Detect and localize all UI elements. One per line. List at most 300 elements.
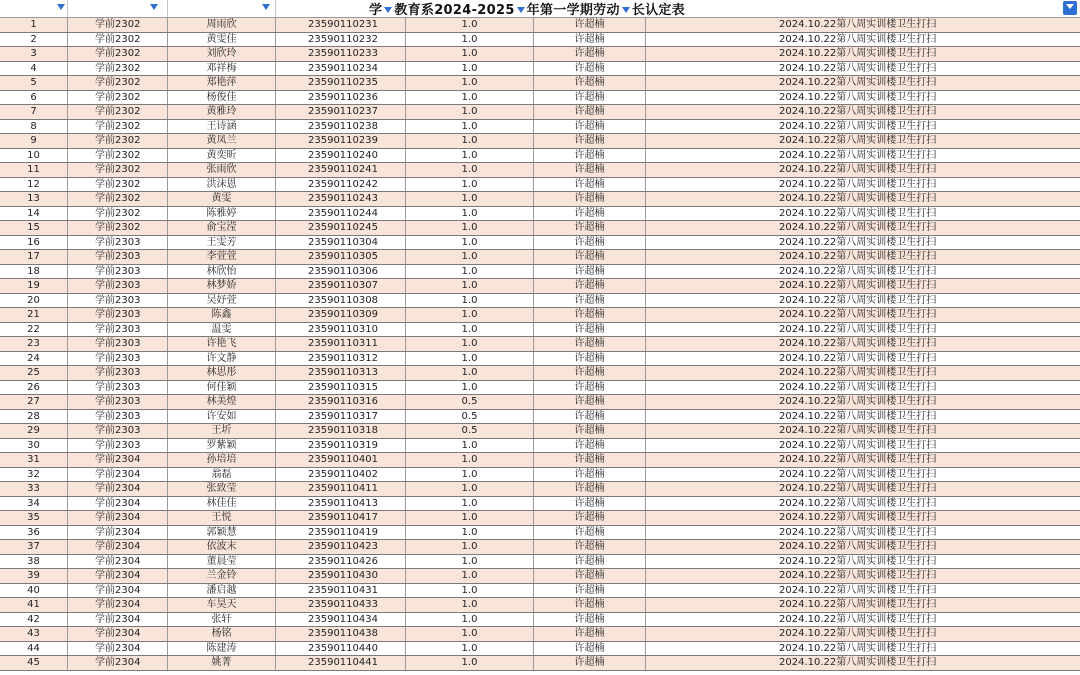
hours-cell[interactable]: 1.0 <box>406 366 534 380</box>
teacher-cell[interactable]: 许超楠 <box>534 656 646 670</box>
student-name-cell[interactable]: 陈鑫 <box>168 308 276 322</box>
class-cell[interactable]: 学前2303 <box>68 410 168 424</box>
teacher-cell[interactable]: 许超楠 <box>534 395 646 409</box>
student-id-cell[interactable]: 23590110319 <box>276 439 406 453</box>
row-number[interactable]: 1 <box>0 18 68 32</box>
teacher-cell[interactable]: 许超楠 <box>534 613 646 627</box>
row-number[interactable]: 8 <box>0 120 68 134</box>
student-id-cell[interactable]: 23590110311 <box>276 337 406 351</box>
table-row[interactable] <box>0 424 1080 439</box>
class-cell[interactable]: 学前2304 <box>68 511 168 525</box>
student-name-cell[interactable]: 林欣怡 <box>168 265 276 279</box>
teacher-cell[interactable]: 许超楠 <box>534 642 646 656</box>
teacher-cell[interactable]: 许超楠 <box>534 366 646 380</box>
dropdown-arrow-icon[interactable] <box>622 7 630 13</box>
class-cell[interactable]: 学前2303 <box>68 308 168 322</box>
row-number[interactable]: 32 <box>0 468 68 482</box>
student-name-cell[interactable]: 兰金铃 <box>168 569 276 583</box>
table-row[interactable] <box>0 221 1080 236</box>
table-row[interactable] <box>0 656 1080 671</box>
hours-cell[interactable]: 1.0 <box>406 569 534 583</box>
hours-cell[interactable]: 1.0 <box>406 279 534 293</box>
hours-cell[interactable]: 1.0 <box>406 642 534 656</box>
hours-cell[interactable]: 1.0 <box>406 453 534 467</box>
table-row[interactable] <box>0 337 1080 352</box>
teacher-cell[interactable]: 许超楠 <box>534 352 646 366</box>
teacher-cell[interactable]: 许超楠 <box>534 323 646 337</box>
student-name-cell[interactable]: 陈建涛 <box>168 642 276 656</box>
hours-cell[interactable]: 1.0 <box>406 627 534 641</box>
hours-cell[interactable]: 1.0 <box>406 76 534 90</box>
class-cell[interactable]: 学前2302 <box>68 91 168 105</box>
row-number[interactable]: 19 <box>0 279 68 293</box>
hours-cell[interactable]: 1.0 <box>406 105 534 119</box>
student-name-cell[interactable]: 杨俊佳 <box>168 91 276 105</box>
student-name-cell[interactable]: 吴妤萱 <box>168 294 276 308</box>
activity-cell[interactable]: 2024.10.22第八周实训楼卫生打扫 <box>779 294 937 306</box>
table-row[interactable] <box>0 366 1080 381</box>
student-id-cell[interactable]: 23590110309 <box>276 308 406 322</box>
teacher-cell[interactable]: 许超楠 <box>534 163 646 177</box>
class-cell[interactable]: 学前2302 <box>68 76 168 90</box>
row-number[interactable]: 9 <box>0 134 68 148</box>
student-id-cell[interactable]: 23590110237 <box>276 105 406 119</box>
student-id-cell[interactable]: 23590110438 <box>276 627 406 641</box>
activity-cell[interactable]: 2024.10.22第八周实训楼卫生打扫 <box>779 381 937 393</box>
student-name-cell[interactable]: 王诗涵 <box>168 120 276 134</box>
table-row[interactable] <box>0 18 1080 33</box>
teacher-cell[interactable]: 许超楠 <box>534 337 646 351</box>
table-row[interactable] <box>0 134 1080 149</box>
table-row[interactable] <box>0 352 1080 367</box>
student-id-cell[interactable]: 23590110305 <box>276 250 406 264</box>
row-number[interactable]: 36 <box>0 526 68 540</box>
hours-cell[interactable]: 1.0 <box>406 18 534 32</box>
student-name-cell[interactable]: 王圻 <box>168 424 276 438</box>
hours-cell[interactable]: 1.0 <box>406 613 534 627</box>
activity-cell[interactable]: 2024.10.22第八周实训楼卫生打扫 <box>779 439 937 451</box>
class-cell[interactable]: 学前2302 <box>68 105 168 119</box>
class-cell[interactable]: 学前2302 <box>68 221 168 235</box>
activity-cell[interactable]: 2024.10.22第八周实训楼卫生打扫 <box>779 570 937 581</box>
teacher-cell[interactable]: 许超楠 <box>534 598 646 612</box>
hours-cell[interactable]: 1.0 <box>406 192 534 206</box>
activity-cell[interactable]: 2024.10.22第八周实训楼卫生打扫 <box>779 642 937 654</box>
table-row[interactable] <box>0 62 1080 77</box>
teacher-cell[interactable]: 许超楠 <box>534 569 646 583</box>
row-number[interactable]: 40 <box>0 584 68 598</box>
row-number[interactable]: 23 <box>0 337 68 351</box>
table-row[interactable] <box>0 627 1080 642</box>
row-number[interactable]: 5 <box>0 76 68 90</box>
student-id-cell[interactable]: 23590110434 <box>276 613 406 627</box>
row-number[interactable]: 29 <box>0 424 68 438</box>
student-name-cell[interactable]: 依波末 <box>168 540 276 554</box>
row-number[interactable]: 30 <box>0 439 68 453</box>
activity-cell[interactable]: 2024.10.22第八周实训楼卫生打扫 <box>779 555 937 567</box>
student-id-cell[interactable]: 23590110236 <box>276 91 406 105</box>
class-cell[interactable]: 学前2303 <box>68 352 168 366</box>
table-row[interactable] <box>0 526 1080 541</box>
student-id-cell[interactable]: 23590110316 <box>276 395 406 409</box>
student-name-cell[interactable]: 许安如 <box>168 410 276 424</box>
teacher-cell[interactable]: 许超楠 <box>534 526 646 540</box>
student-name-cell[interactable]: 张轩 <box>168 613 276 627</box>
student-name-cell[interactable]: 何佳颖 <box>168 381 276 395</box>
table-row[interactable] <box>0 410 1080 425</box>
activity-cell[interactable]: 2024.10.22第八周实训楼卫生打扫 <box>779 599 937 610</box>
teacher-cell[interactable]: 许超楠 <box>534 410 646 424</box>
hours-cell[interactable]: 1.0 <box>406 656 534 670</box>
row-number[interactable]: 4 <box>0 62 68 76</box>
hours-cell[interactable]: 1.0 <box>406 323 534 337</box>
teacher-cell[interactable]: 许超楠 <box>534 149 646 163</box>
class-cell[interactable]: 学前2304 <box>68 497 168 511</box>
activity-cell[interactable]: 2024.10.22第八周实训楼卫生打扫 <box>779 613 937 625</box>
student-name-cell[interactable]: 俞宝滢 <box>168 221 276 235</box>
teacher-cell[interactable]: 许超楠 <box>534 584 646 598</box>
student-name-cell[interactable]: 王雯芳 <box>168 236 276 250</box>
table-row[interactable] <box>0 511 1080 526</box>
student-id-cell[interactable]: 23590110430 <box>276 569 406 583</box>
class-cell[interactable]: 学前2304 <box>68 598 168 612</box>
student-id-cell[interactable]: 23590110317 <box>276 410 406 424</box>
row-number[interactable]: 45 <box>0 656 68 670</box>
table-row[interactable] <box>0 120 1080 135</box>
student-name-cell[interactable]: 张致莹 <box>168 482 276 496</box>
student-name-cell[interactable]: 林梦娇 <box>168 279 276 293</box>
student-name-cell[interactable]: 邓祥梅 <box>168 62 276 76</box>
student-id-cell[interactable]: 23590110426 <box>276 555 406 569</box>
class-cell[interactable]: 学前2303 <box>68 265 168 279</box>
table-row[interactable] <box>0 192 1080 207</box>
row-number[interactable]: 44 <box>0 642 68 656</box>
student-id-cell[interactable]: 23590110312 <box>276 352 406 366</box>
row-number[interactable]: 12 <box>0 178 68 192</box>
row-number[interactable]: 2 <box>0 33 68 47</box>
activity-cell[interactable]: 2024.10.22第八周实训楼卫生打扫 <box>779 62 937 74</box>
student-name-cell[interactable]: 黄雅玲 <box>168 105 276 119</box>
row-number[interactable]: 20 <box>0 294 68 308</box>
activity-cell[interactable]: 2024.10.22第八周实训楼卫生打扫 <box>779 251 937 262</box>
hours-cell[interactable]: 1.0 <box>406 598 534 612</box>
row-number[interactable]: 34 <box>0 497 68 511</box>
table-row[interactable] <box>0 482 1080 497</box>
student-id-cell[interactable]: 23590110241 <box>276 163 406 177</box>
student-id-cell[interactable]: 23590110411 <box>276 482 406 496</box>
class-cell[interactable]: 学前2303 <box>68 439 168 453</box>
student-id-cell[interactable]: 23590110239 <box>276 134 406 148</box>
teacher-cell[interactable]: 许超楠 <box>534 134 646 148</box>
dropdown-arrow-icon[interactable] <box>150 4 158 10</box>
row-number[interactable]: 6 <box>0 91 68 105</box>
hours-cell[interactable]: 1.0 <box>406 178 534 192</box>
table-row[interactable] <box>0 323 1080 338</box>
activity-cell[interactable]: 2024.10.22第八周实训楼卫生打扫 <box>779 33 937 45</box>
row-number[interactable]: 37 <box>0 540 68 554</box>
table-row[interactable] <box>0 250 1080 265</box>
class-cell[interactable]: 学前2302 <box>68 62 168 76</box>
student-name-cell[interactable]: 杨铭 <box>168 627 276 641</box>
activity-cell[interactable]: 2024.10.22第八周实训楼卫生打扫 <box>779 164 937 175</box>
teacher-cell[interactable]: 许超楠 <box>534 555 646 569</box>
class-cell[interactable]: 学前2302 <box>68 47 168 61</box>
teacher-cell[interactable]: 许超楠 <box>534 511 646 525</box>
activity-cell[interactable]: 2024.10.22第八周实训楼卫生打扫 <box>779 468 937 480</box>
activity-cell[interactable]: 2024.10.22第八周实训楼卫生打扫 <box>779 367 937 378</box>
student-name-cell[interactable]: 林思彤 <box>168 366 276 380</box>
header-cell-no[interactable] <box>0 0 68 17</box>
student-id-cell[interactable]: 23590110431 <box>276 584 406 598</box>
row-number[interactable]: 27 <box>0 395 68 409</box>
student-name-cell[interactable]: 罗紫颖 <box>168 439 276 453</box>
hours-cell[interactable]: 1.0 <box>406 236 534 250</box>
row-number[interactable]: 41 <box>0 598 68 612</box>
table-row[interactable] <box>0 91 1080 106</box>
activity-cell[interactable]: 2024.10.22第八周实训楼卫生打扫 <box>779 77 937 88</box>
teacher-cell[interactable]: 许超楠 <box>534 236 646 250</box>
teacher-cell[interactable]: 许超楠 <box>534 308 646 322</box>
table-row[interactable] <box>0 33 1080 48</box>
student-id-cell[interactable]: 23590110417 <box>276 511 406 525</box>
table-row[interactable] <box>0 468 1080 483</box>
hours-cell[interactable]: 1.0 <box>406 250 534 264</box>
student-name-cell[interactable]: 郭颖慧 <box>168 526 276 540</box>
student-name-cell[interactable]: 洪沫恩 <box>168 178 276 192</box>
row-number[interactable]: 17 <box>0 250 68 264</box>
class-cell[interactable]: 学前2304 <box>68 613 168 627</box>
class-cell[interactable]: 学前2304 <box>68 482 168 496</box>
activity-cell[interactable]: 2024.10.22第八周实训楼卫生打扫 <box>779 106 937 117</box>
table-row[interactable] <box>0 569 1080 584</box>
row-number[interactable]: 31 <box>0 453 68 467</box>
activity-cell[interactable]: 2024.10.22第八周实训楼卫生打扫 <box>779 149 937 161</box>
row-number[interactable]: 10 <box>0 149 68 163</box>
hours-cell[interactable]: 1.0 <box>406 221 534 235</box>
activity-cell[interactable]: 2024.10.22第八周实训楼卫生打扫 <box>779 584 937 596</box>
activity-cell[interactable]: 2024.10.22第八周实训楼卫生打扫 <box>779 222 937 233</box>
table-row[interactable] <box>0 105 1080 120</box>
teacher-cell[interactable]: 许超楠 <box>534 381 646 395</box>
class-cell[interactable]: 学前2303 <box>68 236 168 250</box>
activity-cell[interactable]: 2024.10.22第八周实训楼卫生打扫 <box>779 48 937 59</box>
row-number[interactable]: 16 <box>0 236 68 250</box>
teacher-cell[interactable]: 许超楠 <box>534 294 646 308</box>
teacher-cell[interactable]: 许超楠 <box>534 33 646 47</box>
teacher-cell[interactable]: 许超楠 <box>534 178 646 192</box>
row-number[interactable]: 3 <box>0 47 68 61</box>
table-row[interactable] <box>0 207 1080 222</box>
teacher-cell[interactable]: 许超楠 <box>534 47 646 61</box>
student-name-cell[interactable]: 温雯 <box>168 323 276 337</box>
student-id-cell[interactable]: 23590110413 <box>276 497 406 511</box>
teacher-cell[interactable]: 许超楠 <box>534 62 646 76</box>
teacher-cell[interactable]: 许超楠 <box>534 424 646 438</box>
class-cell[interactable]: 学前2303 <box>68 424 168 438</box>
student-name-cell[interactable]: 林佳佳 <box>168 497 276 511</box>
class-cell[interactable]: 学前2303 <box>68 250 168 264</box>
activity-cell[interactable]: 2024.10.22第八周实训楼卫生打扫 <box>779 352 937 364</box>
student-name-cell[interactable]: 林美煌 <box>168 395 276 409</box>
student-id-cell[interactable]: 23590110307 <box>276 279 406 293</box>
activity-cell[interactable]: 2024.10.22第八周实训楼卫生打扫 <box>779 193 937 204</box>
student-id-cell[interactable]: 23590110235 <box>276 76 406 90</box>
hours-cell[interactable]: 1.0 <box>406 265 534 279</box>
table-row[interactable] <box>0 642 1080 657</box>
student-id-cell[interactable]: 23590110231 <box>276 18 406 32</box>
row-number[interactable]: 42 <box>0 613 68 627</box>
hours-cell[interactable]: 1.0 <box>406 294 534 308</box>
teacher-cell[interactable]: 许超楠 <box>534 482 646 496</box>
table-row[interactable] <box>0 395 1080 410</box>
activity-cell[interactable]: 2024.10.22第八周实训楼卫生打扫 <box>779 541 937 552</box>
activity-cell[interactable]: 2024.10.22第八周实训楼卫生打扫 <box>779 410 937 422</box>
class-cell[interactable]: 学前2304 <box>68 627 168 641</box>
table-row[interactable] <box>0 265 1080 280</box>
activity-cell[interactable]: 2024.10.22第八周实训楼卫生打扫 <box>779 512 937 523</box>
teacher-cell[interactable]: 许超楠 <box>534 207 646 221</box>
class-cell[interactable]: 学前2303 <box>68 279 168 293</box>
hours-cell[interactable]: 1.0 <box>406 47 534 61</box>
hours-cell[interactable]: 0.5 <box>406 424 534 438</box>
teacher-cell[interactable]: 许超楠 <box>534 105 646 119</box>
hours-cell[interactable]: 1.0 <box>406 149 534 163</box>
teacher-cell[interactable]: 许超楠 <box>534 439 646 453</box>
student-name-cell[interactable]: 翁磊 <box>168 468 276 482</box>
hours-cell[interactable]: 1.0 <box>406 352 534 366</box>
student-name-cell[interactable]: 郑艳萍 <box>168 76 276 90</box>
student-name-cell[interactable]: 许艳飞 <box>168 337 276 351</box>
row-number[interactable]: 38 <box>0 555 68 569</box>
student-id-cell[interactable]: 23590110242 <box>276 178 406 192</box>
activity-cell[interactable]: 2024.10.22第八周实训楼卫生打扫 <box>779 207 937 219</box>
hours-cell[interactable]: 1.0 <box>406 526 534 540</box>
activity-cell[interactable]: 2024.10.22第八周实训楼卫生打扫 <box>779 120 937 132</box>
activity-cell[interactable]: 2024.10.22第八周实训楼卫生打扫 <box>779 19 937 30</box>
hours-cell[interactable]: 1.0 <box>406 308 534 322</box>
teacher-cell[interactable]: 许超楠 <box>534 540 646 554</box>
student-name-cell[interactable]: 黄雯佳 <box>168 33 276 47</box>
table-row[interactable] <box>0 613 1080 628</box>
class-cell[interactable]: 学前2304 <box>68 584 168 598</box>
row-number[interactable]: 43 <box>0 627 68 641</box>
dropdown-arrow-icon[interactable] <box>57 4 65 10</box>
hours-cell[interactable]: 1.0 <box>406 134 534 148</box>
hours-cell[interactable]: 1.0 <box>406 163 534 177</box>
teacher-cell[interactable]: 许超楠 <box>534 453 646 467</box>
class-cell[interactable]: 学前2303 <box>68 395 168 409</box>
activity-cell[interactable]: 2024.10.22第八周实训楼卫生打扫 <box>779 425 937 436</box>
student-id-cell[interactable]: 23590110245 <box>276 221 406 235</box>
student-id-cell[interactable]: 23590110313 <box>276 366 406 380</box>
student-name-cell[interactable]: 姚菁 <box>168 656 276 670</box>
table-row[interactable] <box>0 178 1080 193</box>
teacher-cell[interactable]: 许超楠 <box>534 91 646 105</box>
class-cell[interactable]: 学前2304 <box>68 468 168 482</box>
row-number[interactable]: 14 <box>0 207 68 221</box>
hours-cell[interactable]: 1.0 <box>406 33 534 47</box>
table-row[interactable] <box>0 294 1080 309</box>
header-cell-class[interactable] <box>68 0 168 17</box>
table-row[interactable] <box>0 584 1080 599</box>
student-name-cell[interactable]: 许文静 <box>168 352 276 366</box>
student-name-cell[interactable]: 黄奕昕 <box>168 149 276 163</box>
activity-cell[interactable]: 2024.10.22第八周实训楼卫生打扫 <box>779 280 937 291</box>
class-cell[interactable]: 学前2302 <box>68 134 168 148</box>
table-row[interactable] <box>0 163 1080 178</box>
table-row[interactable] <box>0 236 1080 251</box>
student-id-cell[interactable]: 23590110233 <box>276 47 406 61</box>
class-cell[interactable]: 学前2302 <box>68 149 168 163</box>
filter-icon[interactable] <box>1063 1 1077 15</box>
table-row[interactable] <box>0 497 1080 512</box>
teacher-cell[interactable]: 许超楠 <box>534 18 646 32</box>
table-row[interactable] <box>0 598 1080 613</box>
table-row[interactable] <box>0 279 1080 294</box>
student-id-cell[interactable]: 23590110234 <box>276 62 406 76</box>
table-row[interactable] <box>0 540 1080 555</box>
row-number[interactable]: 24 <box>0 352 68 366</box>
class-cell[interactable]: 学前2302 <box>68 120 168 134</box>
class-cell[interactable]: 学前2302 <box>68 18 168 32</box>
student-name-cell[interactable]: 董晨莹 <box>168 555 276 569</box>
class-cell[interactable]: 学前2303 <box>68 381 168 395</box>
activity-cell[interactable]: 2024.10.22第八周实训楼卫生打扫 <box>779 338 937 349</box>
class-cell[interactable]: 学前2304 <box>68 656 168 670</box>
table-row[interactable] <box>0 453 1080 468</box>
dropdown-arrow-icon[interactable] <box>384 7 392 13</box>
activity-cell[interactable]: 2024.10.22第八周实训楼卫生打扫 <box>779 323 937 335</box>
activity-cell[interactable]: 2024.10.22第八周实训楼卫生打扫 <box>779 265 937 277</box>
hours-cell[interactable]: 1.0 <box>406 207 534 221</box>
hours-cell[interactable]: 1.0 <box>406 91 534 105</box>
table-row[interactable] <box>0 439 1080 454</box>
hours-cell[interactable]: 1.0 <box>406 540 534 554</box>
student-id-cell[interactable]: 23590110419 <box>276 526 406 540</box>
hours-cell[interactable]: 1.0 <box>406 555 534 569</box>
table-row[interactable] <box>0 381 1080 396</box>
class-cell[interactable]: 学前2304 <box>68 526 168 540</box>
hours-cell[interactable]: 0.5 <box>406 410 534 424</box>
hours-cell[interactable]: 1.0 <box>406 511 534 525</box>
student-id-cell[interactable]: 23590110401 <box>276 453 406 467</box>
teacher-cell[interactable]: 许超楠 <box>534 221 646 235</box>
class-cell[interactable]: 学前2302 <box>68 33 168 47</box>
row-number[interactable]: 22 <box>0 323 68 337</box>
class-cell[interactable]: 学前2304 <box>68 453 168 467</box>
dropdown-arrow-icon[interactable] <box>517 7 525 13</box>
class-cell[interactable]: 学前2303 <box>68 337 168 351</box>
table-row[interactable] <box>0 308 1080 323</box>
activity-cell[interactable]: 2024.10.22第八周实训楼卫生打扫 <box>779 309 937 320</box>
teacher-cell[interactable]: 许超楠 <box>534 120 646 134</box>
row-number[interactable]: 7 <box>0 105 68 119</box>
student-name-cell[interactable]: 孙培培 <box>168 453 276 467</box>
student-name-cell[interactable]: 黄雯 <box>168 192 276 206</box>
teacher-cell[interactable]: 许超楠 <box>534 279 646 293</box>
student-id-cell[interactable]: 23590110308 <box>276 294 406 308</box>
table-row[interactable] <box>0 76 1080 91</box>
hours-cell[interactable]: 1.0 <box>406 62 534 76</box>
activity-cell[interactable]: 2024.10.22第八周实训楼卫生打扫 <box>779 396 937 407</box>
student-id-cell[interactable]: 23590110315 <box>276 381 406 395</box>
teacher-cell[interactable]: 许超楠 <box>534 627 646 641</box>
table-row[interactable] <box>0 555 1080 570</box>
dropdown-arrow-icon[interactable] <box>262 4 270 10</box>
student-id-cell[interactable]: 23590110306 <box>276 265 406 279</box>
hours-cell[interactable]: 1.0 <box>406 497 534 511</box>
student-id-cell[interactable]: 23590110433 <box>276 598 406 612</box>
